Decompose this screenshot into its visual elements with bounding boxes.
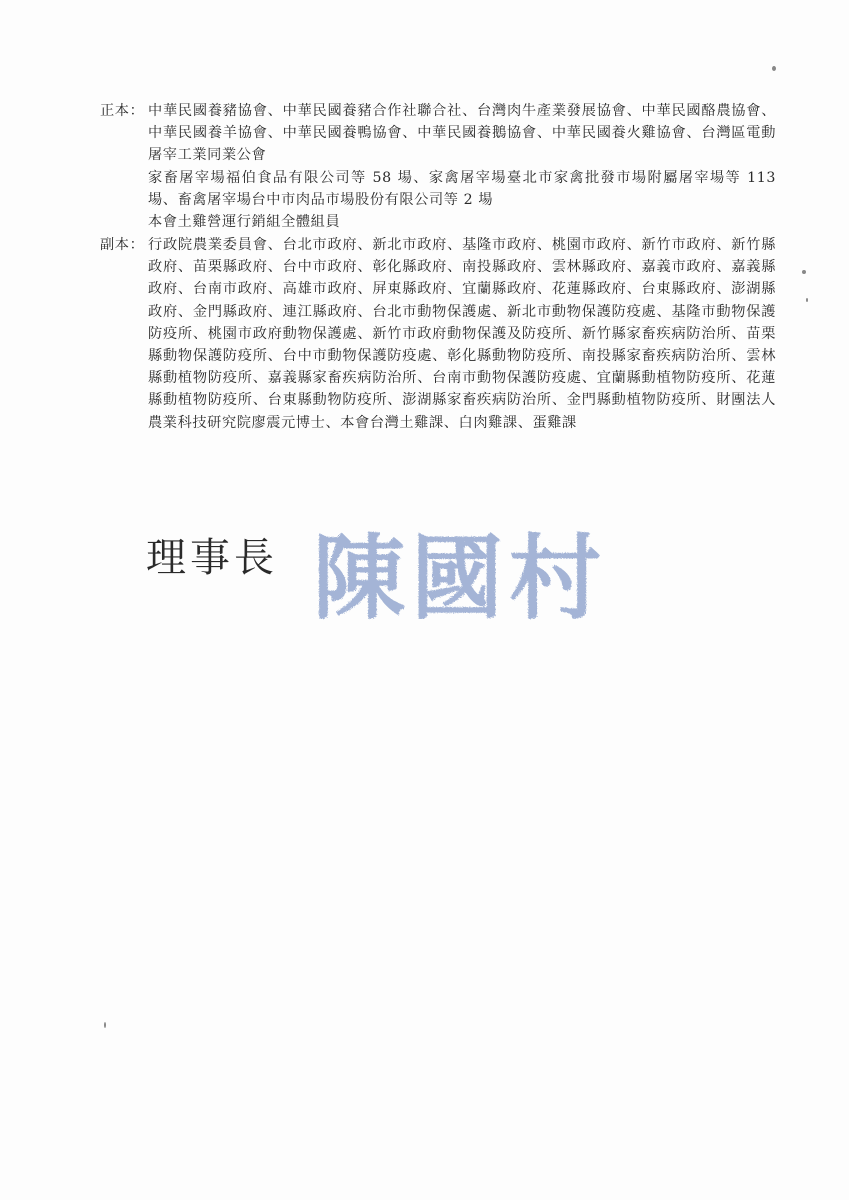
primary-recipients-slaughterhouses: 家畜屠宰場福伯食品有限公司等 58 場、家禽屠宰場臺北市家禽批發市場附屬屠宰場等 113 場、畜禽屠宰場台中市肉品市場股份有限公司等 2 場: [148, 169, 776, 208]
primary-recipients-label: 正本：: [100, 103, 145, 119]
seal-name-text: 陳國村: [312, 525, 608, 632]
scan-speck: [104, 1022, 106, 1028]
scan-speck: [806, 298, 808, 302]
signature-block: [140, 512, 640, 632]
copy-recipients-section: [100, 234, 780, 434]
copy-recipients-list: 行政院農業委員會、台北市政府、新北市政府、基隆市政府、桃園市政府、新竹市政府、新竹縣政府、苗栗縣政府、台中市政府、彰化縣政府、南投縣政府、雲林縣政府、嘉義市政府、嘉義縣政府、台南市政府、高雄市政府、屏東縣政府、宜蘭縣政府、花蓮縣政府、台東縣政府、澎湖縣政府、金門縣政府、連江縣政府、台北市動物保護處、新北市動物保護防疫處、基隆市動物保護防疫所、桃園市政府動物保護處、新竹市政府動物保護及防疫所、新竹縣家畜疾病防治所、苗栗縣動物保護防疫所、台中市動物保護防疫處、彰化縣動物防疫所、南投縣家畜疾病防治所、雲林縣動植物防疫所、嘉義縣家畜疾病防治所、台南市動物保護防疫處、宜蘭縣動植物防疫所、花蓮縣動植物防疫所、台東縣動物防疫所、澎湖縣家畜疾病防治所、金門縣動植物防疫所、財團法人農業科技研究院廖震元博士、本會台灣土雞課、白肉雞課、蛋雞課: [148, 237, 776, 431]
scan-speck: [772, 66, 776, 71]
copy-recipients-label: 副本：: [100, 237, 145, 253]
chairman-title: 理事長: [146, 535, 278, 581]
primary-recipients-section: [100, 100, 780, 233]
chairman-seal-stamp: [300, 512, 620, 632]
primary-recipients-staff: 本會土雞營運行銷組全體組員: [148, 214, 341, 231]
primary-recipients-associations: 中華民國養豬協會、中華民國養豬合作社聯合社、台灣肉牛產業發展協會、中華民國酪農協會、中華民國養羊協會、中華民國養鴨協會、中華民國養鵝協會、中華民國養火雞協會、台灣區電動屠宰工業同業公會: [148, 103, 776, 164]
scan-speck: [802, 270, 806, 274]
